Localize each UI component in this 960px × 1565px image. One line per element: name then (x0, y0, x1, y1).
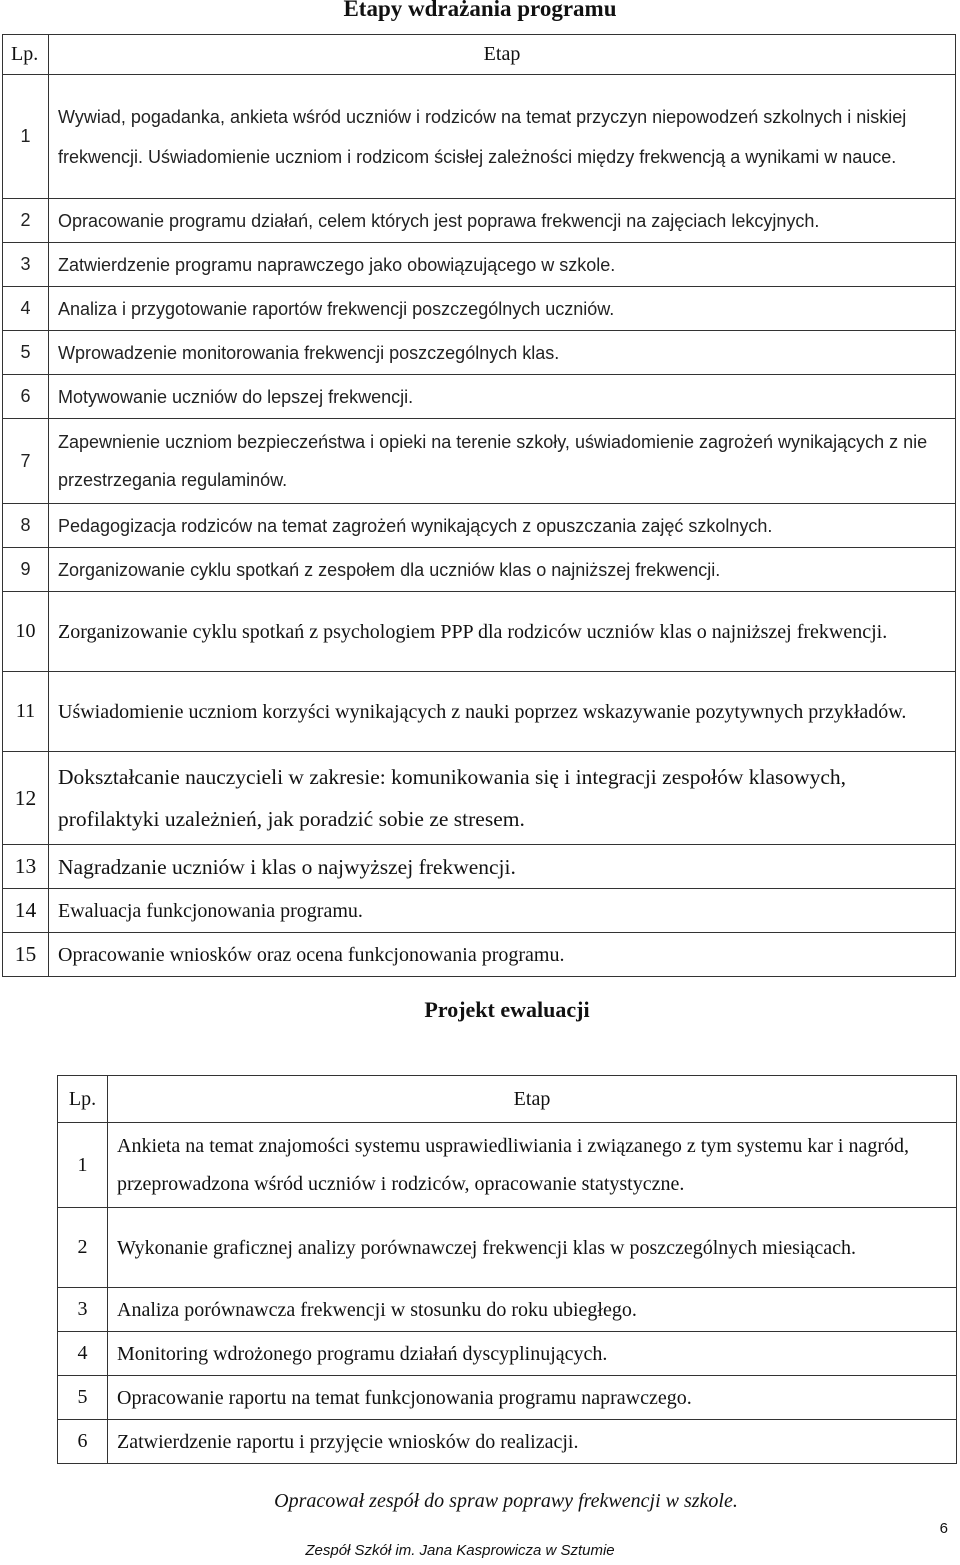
table-row (3, 331, 956, 375)
etapy-table (2, 34, 956, 977)
row-lp: 6 (58, 1420, 108, 1464)
row-text: Ewaluacja funkcjonowania programu. (49, 889, 956, 933)
section-title-projekt-ewaluacji: Projekt ewaluacji (424, 997, 590, 1022)
table-row (3, 75, 956, 199)
row-text: Wywiad, pogadanka, ankieta wśród uczniów i rodziców na temat przyczyn niepowodzeń szkolnych i niskiej frekwencji. Uświadomienie uczniom i rodzicom ścisłej zależności między frekwencją a wynikami w nauce. (49, 75, 956, 199)
row-text: Wykonanie graficznej analizy porównawczej frekwencji klas w poszczególnych miesiącach. (108, 1208, 957, 1288)
row-lp: 11 (3, 672, 49, 752)
row-lp: 1 (3, 75, 49, 199)
table-row (3, 287, 956, 331)
row-text: Zorganizowanie cyklu spotkań z zespołem dla uczniów klas o najniższej frekwencji. (49, 548, 956, 592)
row-lp: 13 (3, 845, 49, 889)
table-row (3, 504, 956, 548)
table-row (58, 1123, 957, 1208)
row-lp: 10 (3, 592, 49, 672)
table-row (58, 1376, 957, 1420)
row-lp: 3 (58, 1288, 108, 1332)
table-row (3, 375, 956, 419)
table-row (3, 845, 956, 889)
table-row (3, 592, 956, 672)
row-text: Uświadomienie uczniom korzyści wynikających z nauki poprzez wskazywanie pozytywnych przykładów. (49, 672, 956, 752)
header-etap: Etap (49, 35, 956, 75)
table-row (58, 1288, 957, 1332)
table-row (58, 1208, 957, 1288)
row-lp: 7 (3, 419, 49, 504)
row-lp: 12 (3, 752, 49, 845)
row-lp: 5 (58, 1376, 108, 1420)
ewaluacja-table (57, 1075, 957, 1464)
row-lp: 8 (3, 504, 49, 548)
table-header-row (3, 35, 956, 75)
table-row (3, 419, 956, 504)
row-lp: 6 (3, 375, 49, 419)
table-row (3, 933, 956, 977)
row-text: Motywowanie uczniów do lepszej frekwencji. (49, 375, 956, 419)
row-lp: 2 (58, 1208, 108, 1288)
row-text: Zatwierdzenie raportu i przyjęcie wniosków do realizacji. (108, 1420, 957, 1464)
row-text: Monitoring wdrożonego programu działań dyscyplinujących. (108, 1332, 957, 1376)
row-text: Opracowanie raportu na temat funkcjonowania programu naprawczego. (108, 1376, 957, 1420)
row-lp: 5 (3, 331, 49, 375)
row-lp: 4 (3, 287, 49, 331)
row-text: Dokształcanie nauczycieli w zakresie: komunikowania się i integracji zespołów klasowych, profilaktyki uzależnień, jak poradzić sobie ze stresem. (49, 752, 956, 845)
row-lp: 15 (3, 933, 49, 977)
table-row (58, 1332, 957, 1376)
table-row (3, 548, 956, 592)
header-lp: Lp. (58, 1076, 108, 1123)
row-text: Ankieta na temat znajomości systemu usprawiedliwiania i związanego z tym systemu kar i nagród, przeprowadzona wśród uczniów i rodziców, opracowanie statystyczne. (108, 1123, 957, 1208)
row-lp: 2 (3, 199, 49, 243)
row-text: Opracowanie programu działań, celem których jest poprawa frekwencji na zajęciach lekcyjnych. (49, 199, 956, 243)
table-row (3, 752, 956, 845)
page-number: 6 (939, 1520, 948, 1537)
table-row (3, 199, 956, 243)
row-text: Analiza i przygotowanie raportów frekwencji poszczególnych uczniów. (49, 287, 956, 331)
table-row (58, 1420, 957, 1464)
row-lp: 1 (58, 1123, 108, 1208)
section-title-etapy: Etapy wdrażania programu (343, 0, 617, 21)
row-text: Zapewnienie uczniom bezpieczeństwa i opieki na terenie szkoły, uświadomienie zagrożeń wynikających z nie przestrzegania regulaminów. (49, 419, 956, 504)
row-text: Zorganizowanie cyklu spotkań z psychologiem PPP dla rodziców uczniów klas o najniższej frekwencji. (49, 592, 956, 672)
table-row (3, 889, 956, 933)
table-row (3, 672, 956, 752)
row-text: Pedagogizacja rodziców na temat zagrożeń wynikających z opuszczania zajęć szkolnych. (49, 504, 956, 548)
row-text: Analiza porównawcza frekwencji w stosunku do roku ubiegłego. (108, 1288, 957, 1332)
row-text: Nagradzanie uczniów i klas o najwyższej frekwencji. (49, 845, 956, 889)
header-etap: Etap (108, 1076, 957, 1123)
table-row (3, 243, 956, 287)
row-lp: 4 (58, 1332, 108, 1376)
school-name: Zespół Szkół im. Jana Kasprowicza w Sztumie (305, 1542, 615, 1559)
row-lp: 3 (3, 243, 49, 287)
row-text: Opracowanie wniosków oraz ocena funkcjonowania programu. (49, 933, 956, 977)
row-lp: 9 (3, 548, 49, 592)
footer-note: Opracował zespół do spraw poprawy frekwencji w szkole. (274, 1490, 738, 1512)
header-lp: Lp. (3, 35, 49, 75)
table-header-row (58, 1076, 957, 1123)
row-text: Wprowadzenie monitorowania frekwencji poszczególnych klas. (49, 331, 956, 375)
row-text: Zatwierdzenie programu naprawczego jako obowiązującego w szkole. (49, 243, 956, 287)
row-lp: 14 (3, 889, 49, 933)
